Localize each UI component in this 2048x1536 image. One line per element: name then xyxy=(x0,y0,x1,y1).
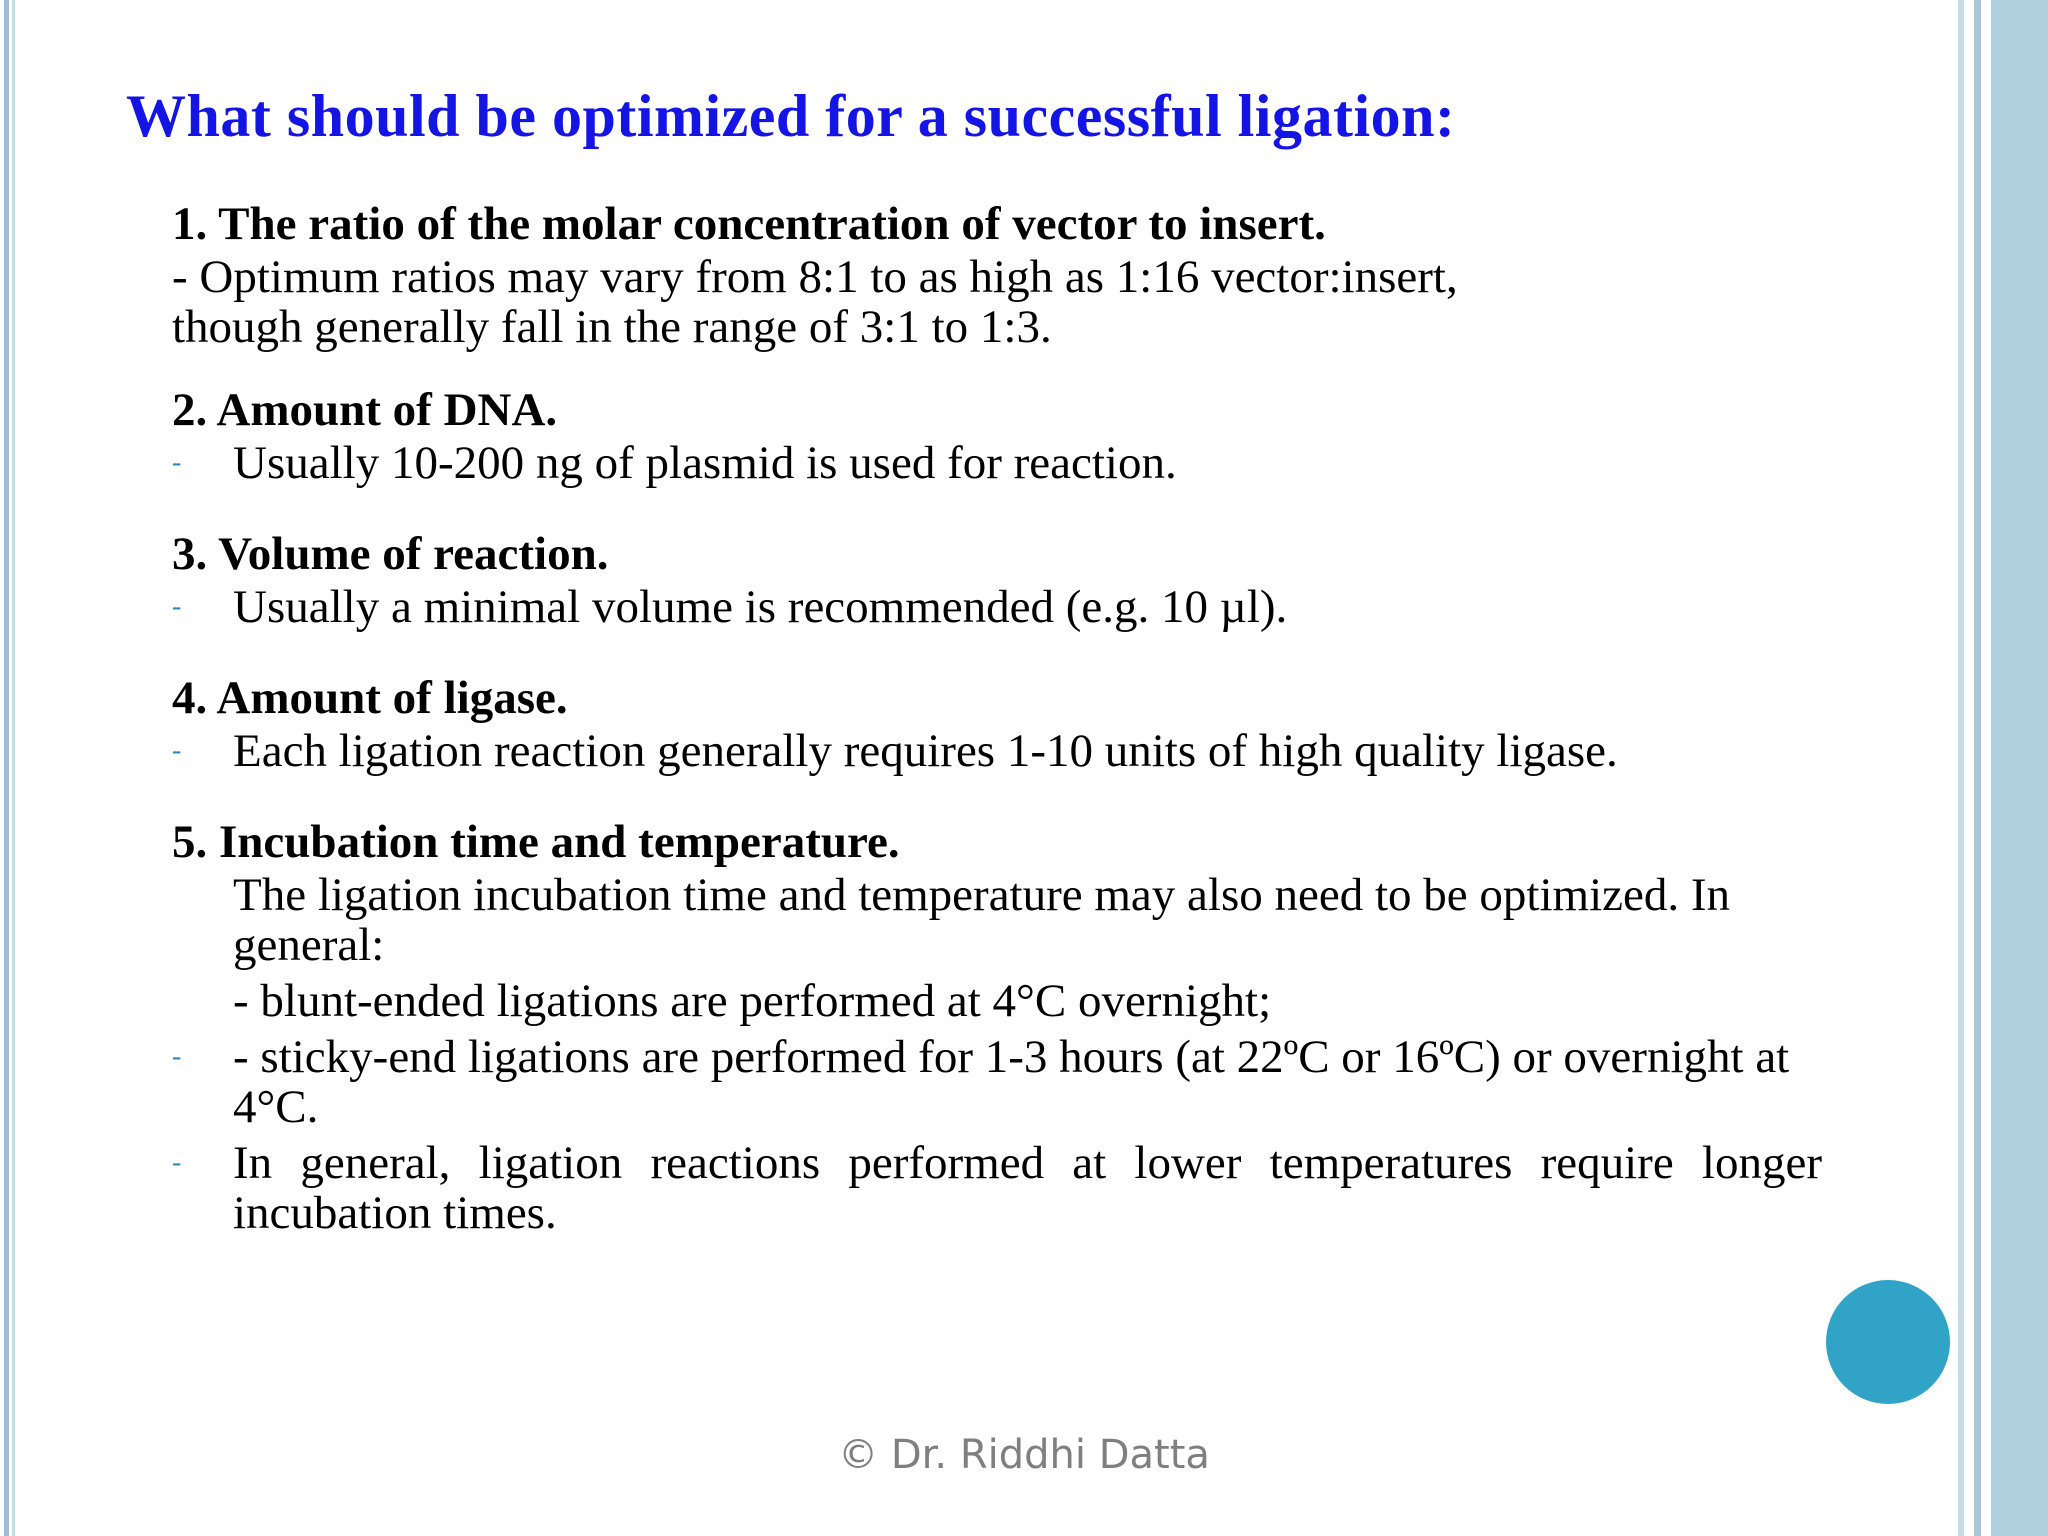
dash-bullet: - xyxy=(172,1041,182,1072)
intro-text: The ligation incubation time and temperature may also need to be optimized. In general: xyxy=(233,869,1731,971)
dash-bullet: - xyxy=(172,447,182,478)
bullet-text: Each ligation reaction generally requires 1-10 units of high quality ligase. xyxy=(233,725,1618,777)
section-heading-3: 3. Volume of reaction. xyxy=(172,528,609,580)
section-heading-5: 5. Incubation time and temperature. xyxy=(172,816,900,868)
sub-line xyxy=(172,976,1822,1026)
left-border-decoration xyxy=(0,0,22,1536)
dash-bullet: - xyxy=(172,591,182,622)
right-border-decoration xyxy=(1958,0,2048,1536)
section-heading-2: 2. Amount of DNA. xyxy=(172,384,558,436)
bullet-text: Usually 10-200 ng of plasmid is used for reaction. xyxy=(233,437,1177,489)
bullet-item xyxy=(172,438,1822,488)
sub-line-text: - blunt-ended ligations are performed at 4°C overnight; xyxy=(233,975,1272,1027)
bullet-item xyxy=(172,726,1822,776)
footer-copyright: © Dr. Riddhi Datta xyxy=(838,1432,1210,1478)
left-border-stripe-thin xyxy=(12,0,15,1536)
section-intro xyxy=(172,870,1822,970)
bullet-text: In general, ligation reactions performed at lower temperatures require longer incubation times. xyxy=(233,1137,1822,1239)
bullet-item xyxy=(172,582,1822,632)
right-border-band xyxy=(1991,0,2048,1536)
slide-content xyxy=(172,196,1822,1238)
section-heading-1: 1. The ratio of the molar concentration of vector to insert. xyxy=(172,198,1326,250)
section-heading-4: 4. Amount of ligase. xyxy=(172,672,568,724)
section-text-line-1: - Optimum ratios may vary from 8:1 to as high as 1:16 vector:insert, xyxy=(172,251,1458,303)
right-border-stripe xyxy=(1974,0,1981,1536)
bullet-text: - sticky-end ligations are performed for 1-3 hours (at 22ºC or 16ºC) or overnight at 4°C. xyxy=(233,1031,1790,1133)
section-text-line-2: though generally fall in the range of 3:1 to 1:3. xyxy=(172,301,1052,353)
accent-circle xyxy=(1826,1280,1950,1404)
bullet-item xyxy=(172,1032,1822,1132)
left-border-stripe xyxy=(4,0,9,1536)
bullet-text: Usually a minimal volume is recommended (e.g. 10 µl). xyxy=(233,581,1288,633)
dash-bullet: - xyxy=(172,735,182,766)
dash-bullet: - xyxy=(172,1147,182,1178)
slide-title: What should be optimized for a successful ligation: xyxy=(126,83,1456,149)
bullet-item xyxy=(172,1138,1822,1238)
